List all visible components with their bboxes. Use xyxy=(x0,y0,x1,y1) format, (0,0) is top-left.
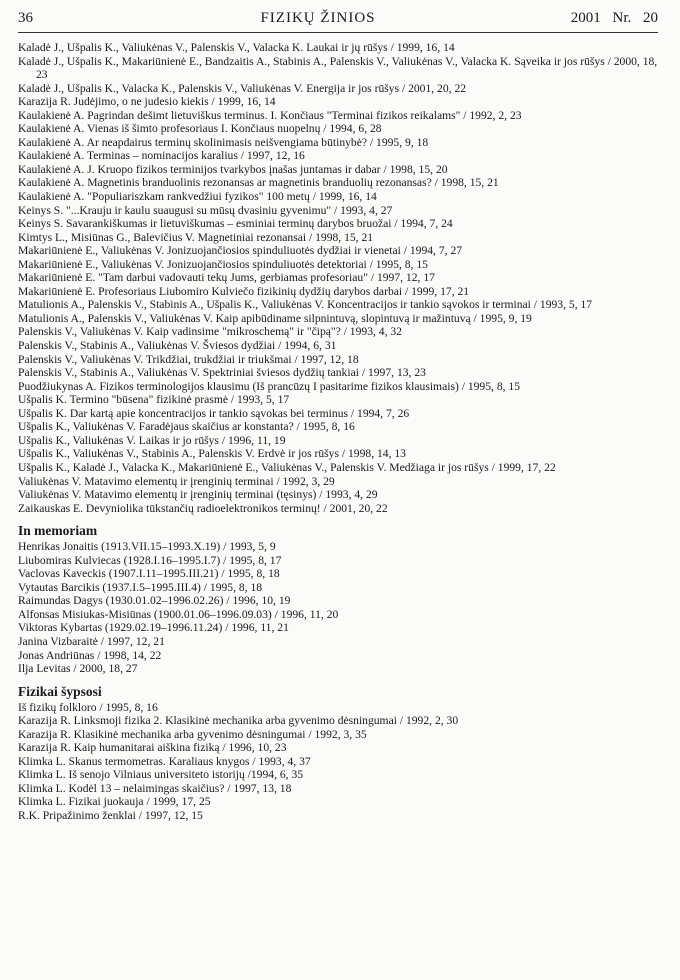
bibliography-entry: Valiukėnas V. Matavimo elementų ir įrenginių terminai (tęsinys) / 1993, 4, 29 xyxy=(18,488,378,502)
humor-list xyxy=(18,701,658,823)
bibliography-entry: Liubomiras Kulviecas (1928.I.16–1995.I.7) / 1995, 8, 17 xyxy=(18,553,282,567)
bibliography-entry: Kaulakienė A. J. Kruopo fizikos terminijos tvarkybos įnašas juntamas ir dabar / 1998, 15, 20 xyxy=(18,162,448,176)
bibliography-entry: Kimtys L., Misiūnas G., Balevičius V. Magnetiniai rezonansai / 1998, 15, 21 xyxy=(18,230,374,244)
bibliography-entry: Kaladė J., Ušpalis K., Valacka K., Palenskis V., Valiukėnas V. Energija ir jos rūšys / 2001, 20, 22 xyxy=(18,81,467,95)
bibliography-entry: Kaulakienė A. "Populiariszkam rankvedžiui fyzikos" 100 metų / 1999, 16, 14 xyxy=(18,190,377,204)
bibliography-entry: Klimka L. Iš senojo Vilniaus universiteto istorijų /1994, 6, 35 xyxy=(18,768,304,782)
section-title-fizikai-sypsosi: Fizikai šypsosi xyxy=(18,683,102,699)
bibliography-entry: Palenskis V., Stabinis A., Valiukėnas V. Šviesos dydžiai / 1994, 6, 31 xyxy=(18,339,337,353)
bibliography-entry: Kaladė J., Ušpalis K., Makariūnienė E., Bandzaitis A., Stabinis A., Palenskis V., Valiukėnas V., Valacka K. Sąveika ir jos rūšys / 2000, 18, 23 xyxy=(18,54,658,82)
bibliography-entry: Kaulakienė A. Magnetinis branduolinis rezonansas ar magnetinis branduolių rezonansas? / 1998, 15, 21 xyxy=(18,176,499,190)
bibliography-entry: Karazija R. Kaip humanitarai aiškina fiziką / 1996, 10, 23 xyxy=(18,741,287,755)
in-memoriam-list xyxy=(18,540,658,675)
bibliography-entry: Ušpalis K. Termino "būsena" fizikinė prasmė / 1993, 5, 17 xyxy=(18,393,290,407)
bibliography-entry: Raimundas Dagys (1930.01.02–1996.02.26) / 1996, 10, 19 xyxy=(18,594,291,608)
bibliography-entry: Kaulakienė A. Ar neapdairus terminų skolinimasis neišvengiama būtinybė? / 1995, 9, 18 xyxy=(18,135,429,149)
bibliography-entry: Ušpalis K., Valiukėnas V. Laikas ir jo rūšys / 1996, 11, 19 xyxy=(18,433,286,447)
bibliography-entry: Ušpalis K., Valiukėnas V., Stabinis A., Palenskis V. Erdvė ir jos rūšys / 1998, 14, 13 xyxy=(18,447,406,461)
bibliography-entry: Janina Vizbaraitė / 1997, 12, 21 xyxy=(18,634,165,648)
bibliography-entry: R.K. Pripažinimo ženklai / 1997, 12, 15 xyxy=(18,808,203,822)
bibliography-entry: Makariūnienė E. "Tam darbui vadovauti tekų Jums, gerbiamas profesoriau" / 1997, 12, 17 xyxy=(18,271,435,285)
bibliography-entry: Karazija R. Linksmoji fizika 2. Klasikinė mechanika arba gyvenimo dėsningumai / 1992, 2, 30 xyxy=(18,714,459,728)
bibliography-entry: Kaulakienė A. Pagrindan dešimt lietuviškus terminus. I. Končiaus "Terminai fizikos reikalams" / 1992, 2, 23 xyxy=(18,108,522,122)
bibliography-entry: Ilja Levitas / 2000, 18, 27 xyxy=(18,662,138,676)
bibliography-entry: Valiukėnas V. Matavimo elementų ir įrenginių terminai / 1992, 3, 29 xyxy=(18,474,335,488)
bibliography-entry: Karazija R. Judėjimo, o ne judesio kiekis / 1999, 16, 14 xyxy=(18,95,276,109)
bibliography-entry: Henrikas Jonaitis (1913.VII.15–1993.X.19) / 1993, 5, 9 xyxy=(18,540,276,554)
bibliography-entry: Ušpalis K., Valiukėnas V. Faradėjaus skaičius ar konstanta? / 1995, 8, 16 xyxy=(18,420,355,434)
bibliography-entry: Keinys S. "...Krauju ir kaulu suaugusi su mūsų dvasiniu gyvenimu" / 1993, 4, 27 xyxy=(18,203,393,217)
bibliography-entry: Ušpalis K., Kaladė J., Valacka K., Makariūnienė E., Valiukėnas V., Palenskis V. Medžiaga ir jos rūšys / 1999, 17, 22 xyxy=(18,460,556,474)
bibliography-entry: Matulionis A., Palenskis V., Stabinis A., Ušpalis K., Valiukėnas V. Koncentracijos ir tankio sąvokos ir terminai / 1993, 5, 17 xyxy=(18,298,593,312)
issue-label: 2001 Nr. 20 xyxy=(570,10,658,26)
page-number: 36 xyxy=(18,10,33,26)
bibliography-entry: Palenskis V., Stabinis A., Valiukėnas V. Spektriniai šviesos dydžių tankiai / 1997, 13, 23 xyxy=(18,366,426,380)
bibliography-entry: Vytautas Barcikis (1937.I.5–1995.III.4) / 1995, 8, 18 xyxy=(18,580,263,594)
journal-title: FIZIKŲ ŽINIOS xyxy=(260,10,376,26)
bibliography-entry: Keinys S. Savarankiškumas ir lietuviškumas – esminiai terminų darybos bruožai / 1994, 7, 24 xyxy=(18,217,453,231)
bibliography-entry: Makariūnienė E. Profesoriaus Liubomiro Kulviečo fizikinių dydžių darybos darbai / 1999, 17, 21 xyxy=(18,284,470,298)
bibliography-entry: Kaulakienė A. Vienas iš šimto profesoriaus I. Končiaus nuopelnų / 1994, 6, 28 xyxy=(18,122,382,136)
bibliography-entry: Alfonsas Misiukas-Misiūnas (1900.01.06–1996.09.03) / 1996, 11, 20 xyxy=(18,607,339,621)
section-title-in-memoriam: In memoriam xyxy=(18,523,98,539)
bibliography-entry: Ušpalis K. Dar kartą apie koncentracijos ir tankio sąvokas bei terminus / 1994, 7, 26 xyxy=(18,406,410,420)
page-header xyxy=(18,10,658,33)
bibliography-entry: Vaclovas Kaveckis (1907.I.11–1995.III.21) / 1995, 8, 18 xyxy=(18,567,280,581)
bibliography-entry: Palenskis V., Valiukėnas V. Kaip vadinsime "mikroschemą" ir "čipą"? / 1993, 4, 32 xyxy=(18,325,402,339)
bibliography-entry: Klimka L. Fizikai juokauja / 1999, 17, 25 xyxy=(18,795,211,809)
bibliography-entry: Zaikauskas E. Devyniolika tūkstančių radioelektronikos terminų! / 2001, 20, 22 xyxy=(18,501,388,515)
bibliography-entry: Jonas Andriūnas / 1998, 14, 22 xyxy=(18,648,162,662)
bibliography-entry: Klimka L. Kodėl 13 – nelaimingas skaičius? / 1997, 13, 18 xyxy=(18,781,292,795)
bibliography-entry: Makariūnienė E., Valiukėnas V. Jonizuojančiosios spinduliuotės dydžiai ir vienetai / 1994, 7, 27 xyxy=(18,244,463,258)
bibliography-entry: Karazija R. Klasikinė mechanika arba gyvenimo dėsningumai / 1992, 3, 35 xyxy=(18,727,367,741)
bibliography-entry: Kaulakienė A. Terminas – nominacijos karalius / 1997, 12, 16 xyxy=(18,149,305,163)
bibliography-entry: Kaladė J., Ušpalis K., Valiukėnas V., Palenskis V., Valacka K. Laukai ir jų rūšys / 1999, 16, 14 xyxy=(18,41,455,54)
bibliography-entry: Klimka L. Skanus termometras. Karaliaus knygos / 1993, 4, 37 xyxy=(18,754,311,768)
bibliography-entry: Matulionis A., Palenskis V., Valiukėnas V. Kaip apibūdiname silpnintuvą, slopintuvą ir mažintuvą / 1995, 9, 19 xyxy=(18,311,532,325)
bibliography-entry: Makariūnienė E., Valiukėnas V. Jonizuojančiosios spinduliuotės detektoriai / 1995, 8, 15 xyxy=(18,257,428,271)
bibliography-entry: Puodžiukynas A. Fizikos terminologijos klausimu (Iš prancūzų I pasitarime fizikos klausimais) / 1995, 8, 15 xyxy=(18,379,521,393)
bibliography-entry: Iš fizikų folkloro / 1995, 8, 16 xyxy=(18,700,158,714)
bibliography-entry: Palenskis V., Valiukėnas V. Trikdžiai, trukdžiai ir triukšmai / 1997, 12, 18 xyxy=(18,352,359,366)
bibliography-entry: Viktoras Kybartas (1929.02.19–1996.11.24) / 1996, 11, 21 xyxy=(18,621,289,635)
bibliography-list xyxy=(18,41,658,515)
